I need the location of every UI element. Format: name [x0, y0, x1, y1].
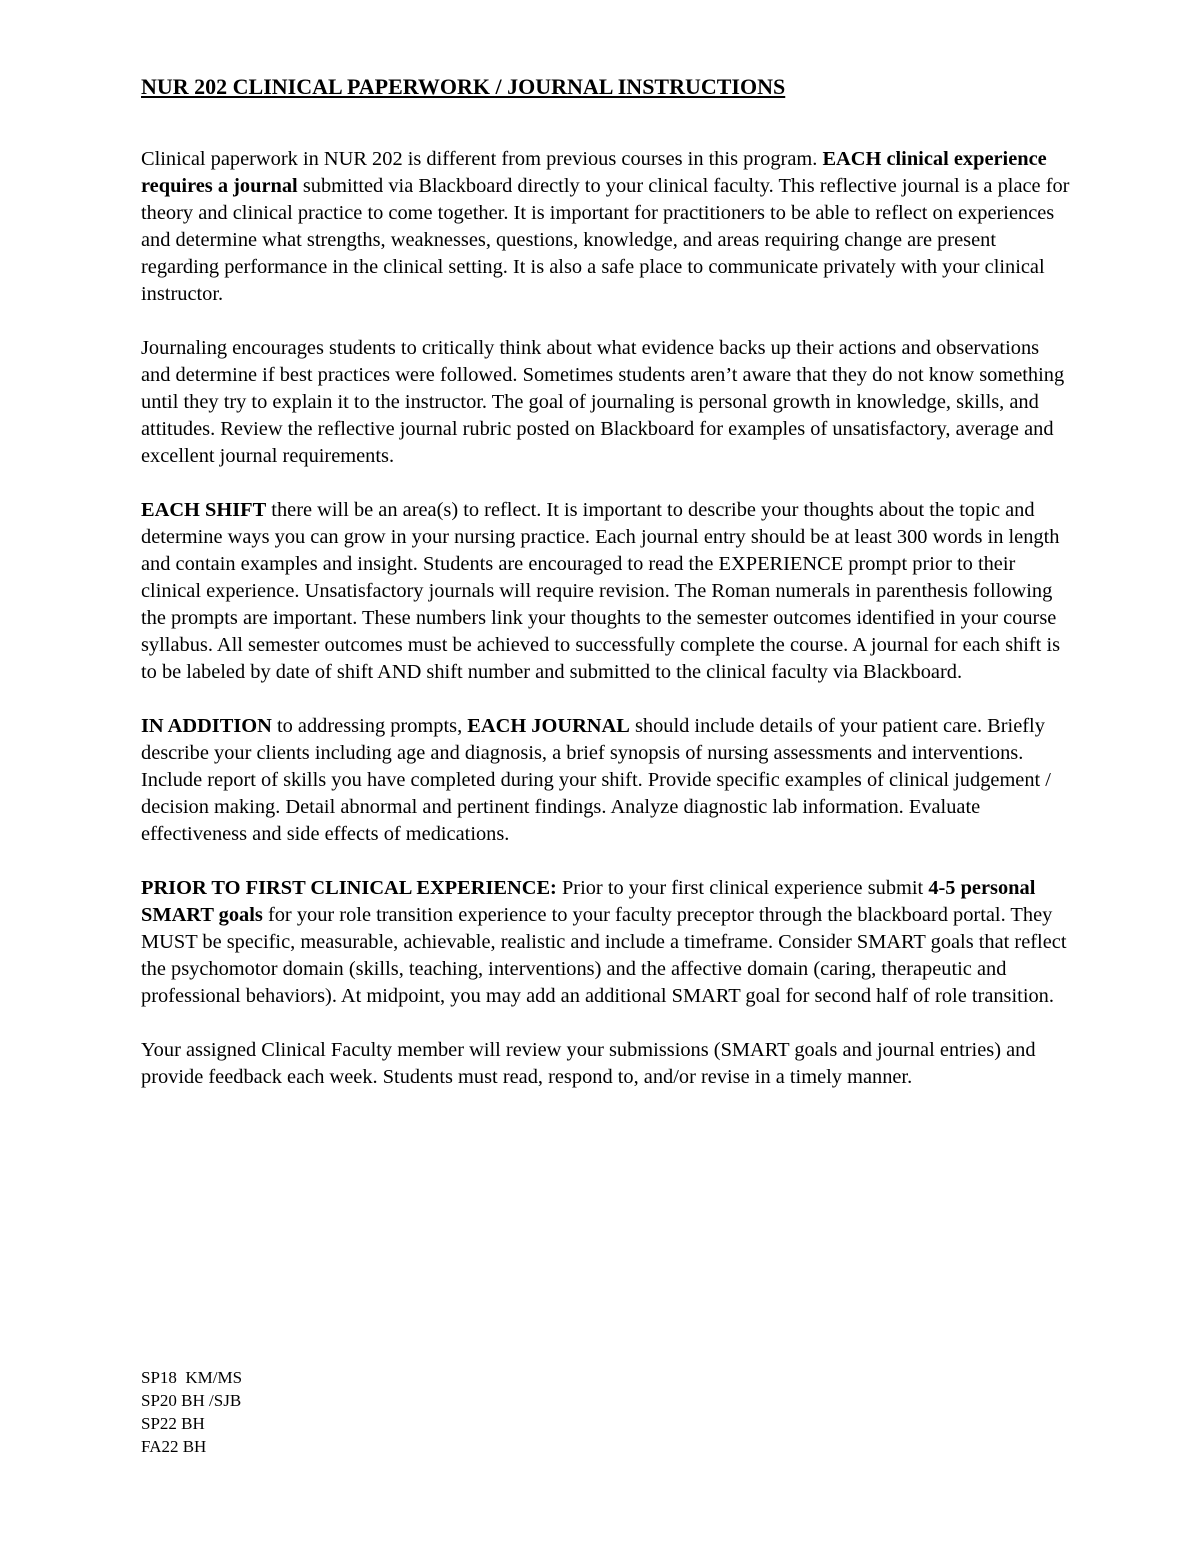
bold-text-run: PRIOR TO FIRST CLINICAL EXPERIENCE: [141, 877, 557, 899]
text-run: for your role transition experience to your faculty preceptor through the blackboard portal. They MUST be specific, measurable, achievable, realistic and include a timeframe. Consider SMART goals that reflect the psychomotor domain (skills, teaching, interventions) and the affective domain (caring, therapeutic and professional behaviors). At midpoint, you may add an additional SMART goal for second half of role transition. [141, 904, 1067, 1007]
text-run: submitted via Blackboard directly to your clinical faculty. This reflective journal is a place for theory and clinical practice to come together. It is important for practitioners to be able to reflect on experiences and determine what strengths, weaknesses, questions, knowledge, and areas requiring change are present regarding performance in the clinical setting. It is also a safe place to communicate privately with your clinical instructor. [141, 175, 1070, 305]
revision-history [141, 1366, 242, 1458]
bold-text-run: 4-5 personal SMART goals [141, 877, 1036, 926]
bold-text-run: EACH JOURNAL [467, 715, 630, 737]
revision-entry: SP20 BH /SJB [141, 1391, 242, 1410]
text-run: Your assigned Clinical Faculty member will review your submissions (SMART goals and journal entries) and provide feedback each week. Students must read, respond to, and/or revise in a timely manner. [141, 1039, 1036, 1088]
text-run: Prior to your first clinical experience submit [556, 877, 929, 899]
text-run: to addressing prompts, [271, 715, 468, 737]
revision-entry: FA22 BH [141, 1437, 207, 1456]
text-run: should include details of your patient care. Briefly describe your clients including age and diagnosis, a brief synopsis of nursing assessments and interventions. Include report of skills you have completed during your shift. Provide specific examples of clinical judgement / decision making. Detail abnormal and pertinent findings. Analyze diagnostic lab information. Evaluate effectiveness and side effects of medications. [141, 715, 1051, 845]
revision-entry: SP18 KM/MS [141, 1368, 243, 1387]
revision-entry: SP22 BH [141, 1414, 205, 1433]
text-run: Journaling encourages students to critically think about what evidence backs up their actions and observations and determine if best practices were followed. Sometimes students aren’t aware that they do not know something until they try to explain it to the instructor. The goal of journaling is personal growth in knowledge, skills, and attitudes. Review the reflective journal rubric posted on Blackboard for examples of unsatisfactory, average and excellent journal requirements. [141, 337, 1065, 467]
body-paragraph [141, 497, 1071, 686]
bold-text-run: IN ADDITION [141, 715, 272, 737]
document-body [141, 146, 1071, 1091]
bold-text-run: EACH SHIFT [141, 499, 267, 521]
body-paragraph [141, 1037, 1071, 1091]
body-paragraph [141, 713, 1071, 848]
body-paragraph [141, 875, 1071, 1010]
text-run: Clinical paperwork in NUR 202 is different from previous courses in this program. [141, 148, 823, 170]
text-run: there will be an area(s) to reflect. It is important to describe your thoughts about the topic and determine ways you can grow in your nursing practice. Each journal entry should be at least 300 words in length and contain examples and insight. Students are encouraged to read the EXPERIENCE prompt prior to their clinical experience. Unsatisfactory journals will require revision. The Roman numerals in parenthesis following the prompts are important. These numbers link your thoughts to the semester outcomes identified in your course syllabus. All semester outcomes must be achieved to successfully complete the course. A journal for each shift is to be labeled by date of shift AND shift number and submitted to the clinical faculty via Blackboard. [141, 499, 1061, 683]
body-paragraph [141, 335, 1071, 470]
bold-text-run: EACH clinical experience requires a journal [141, 148, 1047, 197]
document-title: NUR 202 CLINICAL PAPERWORK / JOURNAL INSTRUCTIONS [141, 74, 786, 99]
body-paragraph [141, 146, 1071, 308]
document-page [141, 72, 1071, 1118]
